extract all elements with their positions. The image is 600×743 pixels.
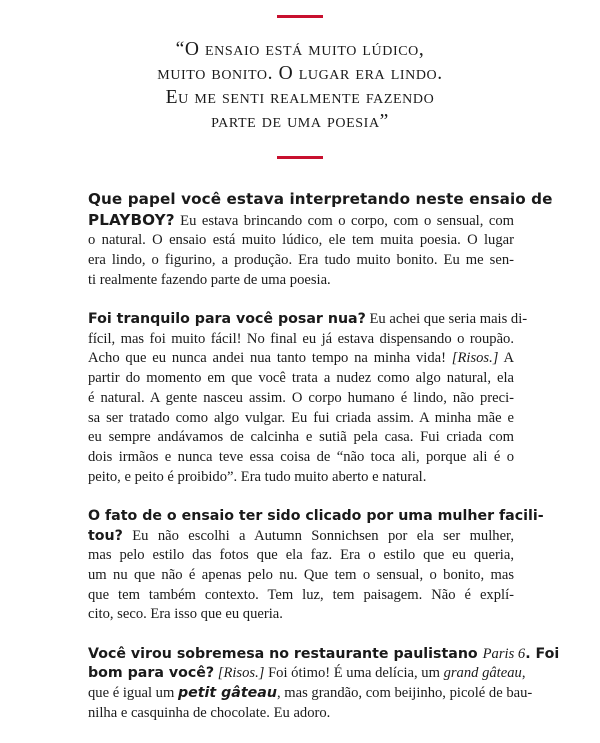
answer-text: Acho que eu nunca andei nua tanto tempo na minha vida!: [88, 350, 452, 367]
text-line: é natural. A gente nasceu assim. O corpo humano é lindo, não preci-: [88, 389, 514, 406]
text-line: um nu que não é apenas pelo nu. Que tem o sensual, o bonito, mas: [88, 566, 514, 583]
dessert-name: grand gâteau: [443, 665, 522, 682]
text-line: [88, 684, 533, 704]
answer-text: Eu estava brincando com o corpo, com o sensual, com: [174, 212, 514, 229]
question-text: O fato de o ensaio ter sido clicado por uma mulher facili-: [88, 507, 544, 524]
answer-text: que é igual um: [88, 684, 178, 701]
stage-note: [Risos.]: [451, 350, 499, 367]
question-text: tou?: [88, 527, 123, 544]
pull-quote-line: “O ensaio está muito lúdico,: [175, 39, 425, 60]
qa-paragraph: [88, 645, 560, 724]
text-line: [88, 664, 526, 684]
qa-paragraph: [88, 190, 553, 291]
text-line: que tem também contexto. Tem luz, tem paisagem. Não é explí-: [88, 586, 514, 603]
answer-text: A: [498, 350, 514, 367]
answer-text: Foi ótimo! É uma delícia, um: [264, 665, 444, 682]
question-text: Você virou sobremesa no restaurante paulistano: [88, 645, 483, 662]
text-line: [88, 645, 560, 665]
text-line: [88, 190, 553, 211]
dessert-name: petit gâteau: [177, 684, 277, 701]
top-red-rule: [277, 15, 323, 18]
question-text: PLAYBOY?: [88, 210, 175, 229]
pull-quote-line: parte de uma poesia”: [211, 111, 389, 132]
text-line: cito, seco. Era isso que eu queria.: [88, 606, 283, 623]
text-line: sa ser tratado como algo vulgar. Eu fui criada assim. A minha mãe e: [88, 409, 514, 426]
pull-quote-line: Eu me senti realmente fazendo: [165, 87, 435, 108]
answer-text: ,: [521, 665, 526, 682]
answer-text: Eu não escolhi a Autumn Sonnichsen por ela ser mulher,: [122, 527, 514, 544]
text-line: era lindo, o figurino, a produção. Era tudo muito bonito. Eu me sen-: [88, 252, 514, 269]
qa-paragraph: [88, 310, 528, 487]
text-line: peito, e peito é proibido”. Era tudo muito aberto e natural.: [88, 468, 427, 485]
question-text: . Foi: [525, 645, 560, 662]
text-line: partir do momento em que você trata a nudez como algo natural, ela: [88, 370, 514, 387]
text-line: [88, 211, 514, 232]
question-text: bom para você?: [88, 665, 215, 682]
text-line: dois irmãos e nunca teve essa coisa de “não toca ali, porque ali é o: [88, 448, 514, 465]
text-line: [88, 349, 514, 369]
text-line: o natural. O ensaio está muito lúdico, ele tem muita poesia. O lugar: [88, 232, 514, 249]
interview-body: [88, 190, 560, 743]
text-line: mas pelo estilo das fotos que ela faz. Era o estilo que eu queria,: [88, 547, 514, 564]
text-line: fícil, mas foi muito fácil! No final eu já estava dispensando o roupão.: [88, 330, 514, 347]
stage-note: [Risos.]: [217, 665, 265, 682]
text-line: nilha e casquinha de chocolate. Eu adoro.: [88, 704, 331, 721]
answer-text: , mas grandão, com beijinho, picolé de bau-: [276, 684, 533, 701]
text-line: ti realmente fazendo parte de uma poesia.: [88, 271, 331, 288]
restaurant-name: Paris 6: [482, 645, 526, 662]
qa-paragraph: [88, 507, 544, 625]
answer-text: Eu achei que seria mais di-: [365, 311, 528, 328]
pull-quote-line: muito bonito. O lugar era lindo.: [157, 63, 443, 84]
text-line: [88, 310, 528, 330]
text-line: eu sempre andávamos de calcinha e sutiã pela casa. Fui criada com: [88, 429, 514, 446]
pull-quote: [60, 38, 540, 134]
question-text: Foi tranquilo para você posar nua?: [88, 311, 366, 328]
question-text: Que papel você estava interpretando neste ensaio de: [88, 190, 553, 208]
text-line: [88, 527, 514, 547]
bottom-red-rule: [277, 156, 323, 159]
text-line: [88, 507, 544, 527]
